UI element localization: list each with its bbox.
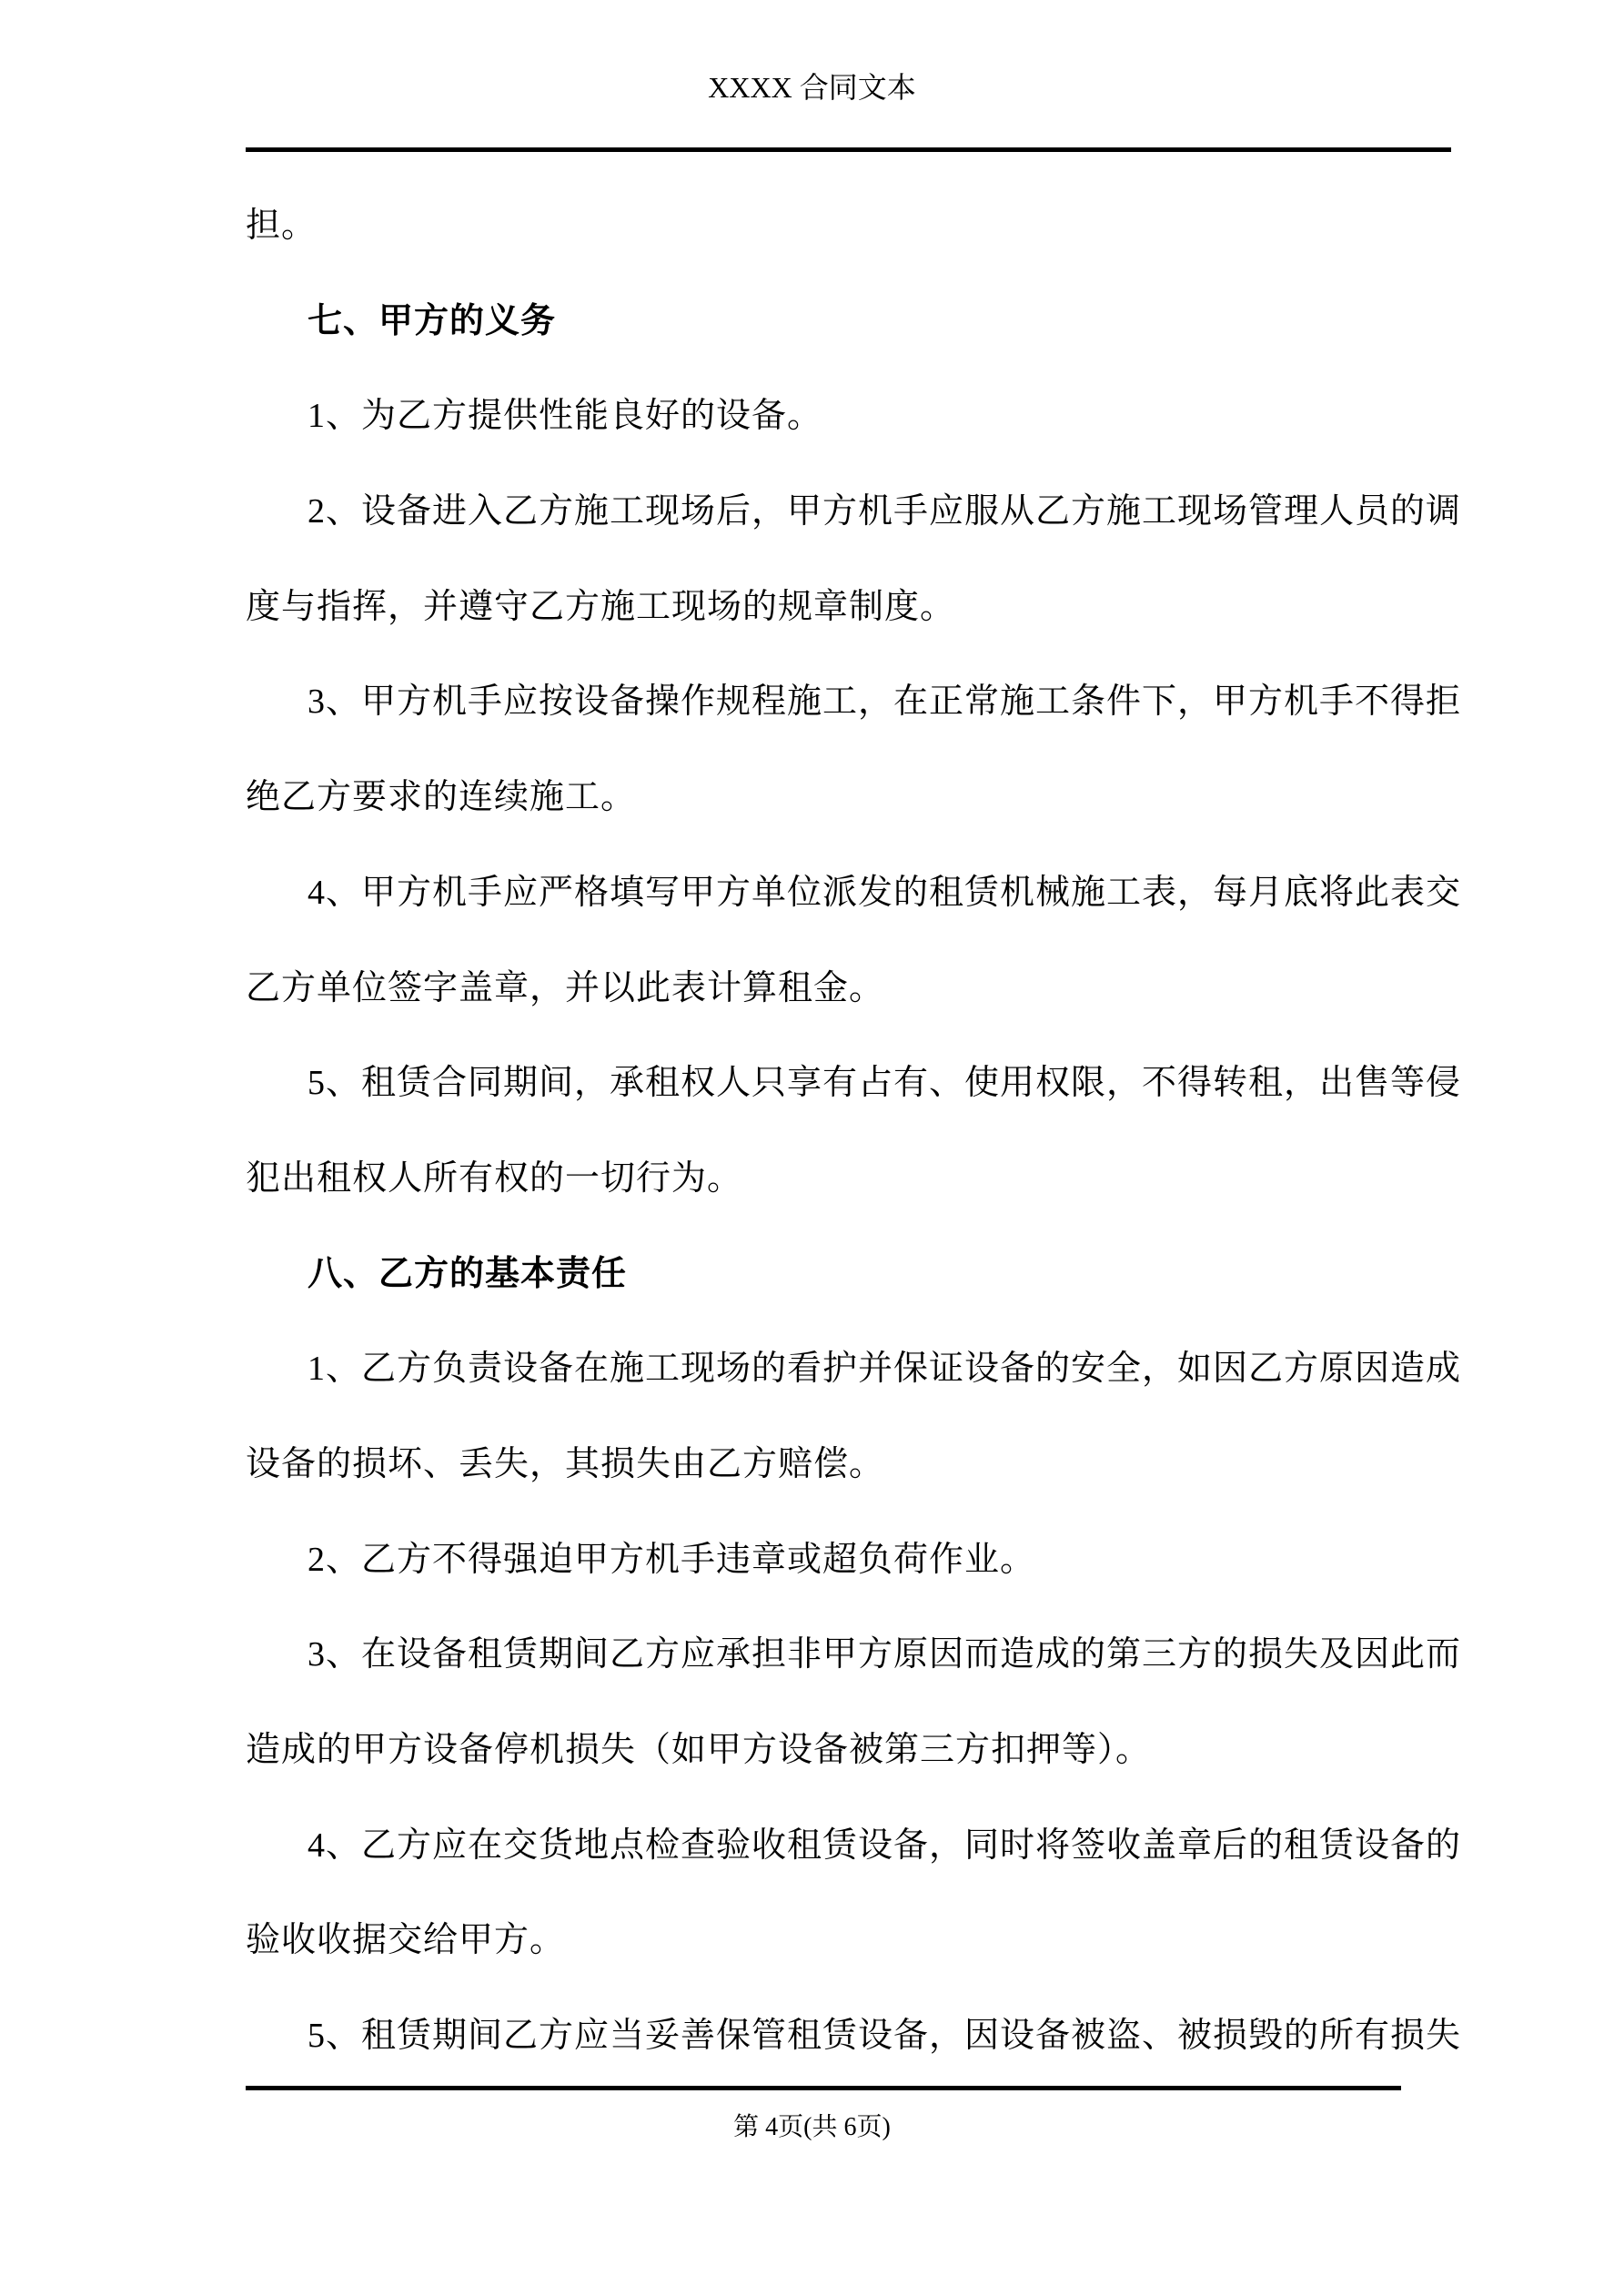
text-line: 2、乙方不得强迫甲方机手违章或超负荷作业。 bbox=[308, 1540, 1036, 1579]
text-line: 1、为乙方提供性能良好的设备。 bbox=[308, 397, 823, 436]
document-body bbox=[246, 178, 1462, 2084]
text-line: 乙方单位签字盖章，并以此表计算租金。 bbox=[246, 968, 885, 1007]
text-line: 度与指挥，并遵守乙方施工现场的规章制度。 bbox=[246, 587, 956, 626]
text-line: 担。 bbox=[246, 207, 318, 245]
text-line: 4、乙方应在交货地点检查验收租赁设备，同时将签收盖章后的租赁设备的 bbox=[308, 1826, 1462, 1865]
text-line: 1、乙方负责设备在施工现场的看护并保证设备的安全，如因乙方原因造成 bbox=[308, 1350, 1462, 1389]
text-line: 造成的甲方设备停机损失（如甲方设备被第三方扣押等）。 bbox=[246, 1731, 1152, 1769]
page-number: 第 4页(共 6页) bbox=[733, 2113, 891, 2141]
section-heading: 七、甲方的义务 bbox=[308, 301, 557, 340]
text-line: 3、甲方机手应按设备操作规程施工，在正常施工条件下，甲方机手不得拒 bbox=[308, 683, 1462, 722]
text-line: 绝乙方要求的连续施工。 bbox=[246, 778, 637, 817]
text-line: 设备的损坏、丢失，其损失由乙方赔偿。 bbox=[246, 1444, 885, 1483]
text-line: 2、设备进入乙方施工现场后，甲方机手应服从乙方施工现场管理人员的调 bbox=[308, 492, 1462, 531]
text-line: 4、甲方机手应严格填写甲方单位派发的租赁机械施工表，每月底将此表交 bbox=[308, 873, 1462, 912]
text-line: 验收收据交给甲方。 bbox=[246, 1921, 566, 1960]
section-heading: 八、乙方的基本责任 bbox=[308, 1254, 628, 1293]
header-rule bbox=[246, 147, 1451, 152]
text-line: 犯出租权人所有权的一切行为。 bbox=[246, 1158, 743, 1198]
footer-rule bbox=[246, 2086, 1401, 2090]
text-line: 5、租赁期间乙方应当妥善保管租赁设备，因设备被盗、被损毁的所有损失 bbox=[308, 2017, 1462, 2056]
text-line: 5、租赁合同期间，承租权人只享有占有、使用权限，不得转租，出售等侵 bbox=[308, 1064, 1462, 1103]
header-title: XXXX 合同文本 bbox=[708, 71, 916, 104]
text-line: 3、在设备租赁期间乙方应承担非甲方原因而造成的第三方的损失及因此而 bbox=[308, 1635, 1462, 1674]
